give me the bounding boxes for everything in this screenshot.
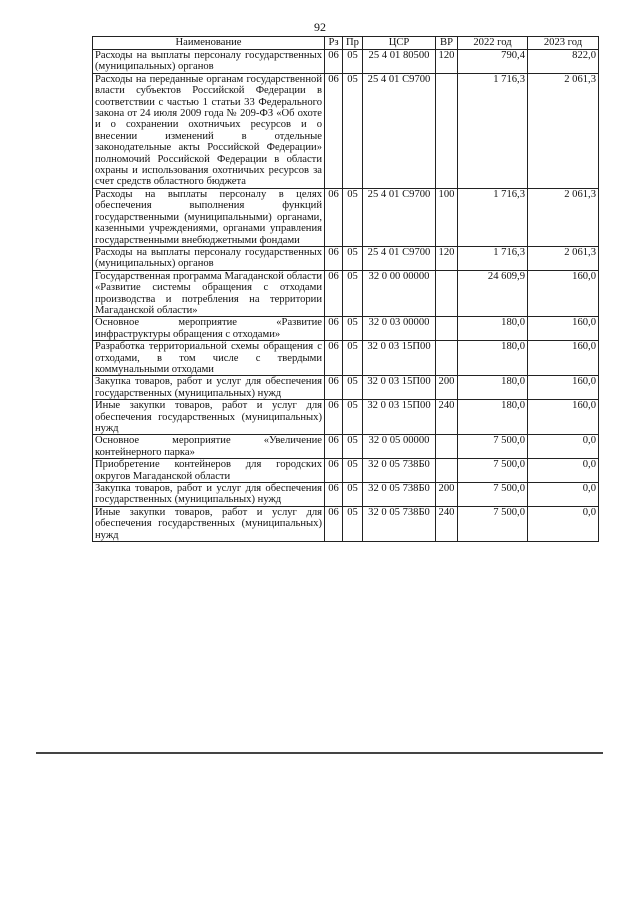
cell-y2022: 180,0	[458, 376, 528, 400]
cell-vr	[436, 317, 458, 341]
cell-pr: 05	[343, 459, 363, 483]
cell-y2023: 0,0	[528, 506, 599, 541]
cell-y2023: 2 061,3	[528, 188, 599, 246]
cell-y2022: 24 609,9	[458, 270, 528, 317]
table-row	[93, 506, 599, 541]
cell-name: Расходы на выплаты персоналу государственных (муниципальных) органов	[93, 50, 325, 74]
cell-y2023: 160,0	[528, 341, 599, 376]
bottom-rule	[36, 752, 603, 754]
cell-y2022: 180,0	[458, 400, 528, 435]
cell-pr: 05	[343, 376, 363, 400]
cell-y2023: 0,0	[528, 435, 599, 459]
cell-y2022: 1 716,3	[458, 246, 528, 270]
cell-y2022: 7 500,0	[458, 506, 528, 541]
table-row	[93, 435, 599, 459]
cell-pr: 05	[343, 246, 363, 270]
cell-csr: 25 4 01 С9700	[363, 73, 436, 188]
cell-csr: 32 0 05 00000	[363, 435, 436, 459]
cell-rz: 06	[325, 246, 343, 270]
cell-vr: 240	[436, 400, 458, 435]
cell-pr: 05	[343, 400, 363, 435]
cell-rz: 06	[325, 435, 343, 459]
table-row	[93, 188, 599, 246]
table-row	[93, 400, 599, 435]
cell-vr	[436, 270, 458, 317]
cell-rz: 06	[325, 376, 343, 400]
cell-csr: 32 0 03 15П00	[363, 341, 436, 376]
table-row	[93, 459, 599, 483]
cell-csr: 25 4 01 С9700	[363, 246, 436, 270]
table-row	[93, 483, 599, 507]
cell-rz: 06	[325, 341, 343, 376]
cell-vr	[436, 341, 458, 376]
cell-y2022: 1 716,3	[458, 188, 528, 246]
cell-y2022: 1 716,3	[458, 73, 528, 188]
cell-csr: 32 0 03 15П00	[363, 400, 436, 435]
table-row	[93, 270, 599, 317]
cell-pr: 05	[343, 50, 363, 74]
cell-name: Основное мероприятие «Развитие инфраструктуры обращения с отходами»	[93, 317, 325, 341]
cell-vr	[436, 435, 458, 459]
cell-name: Приобретение контейнеров для городских округов Магаданской области	[93, 459, 325, 483]
cell-vr: 240	[436, 506, 458, 541]
cell-vr: 100	[436, 188, 458, 246]
table-row	[93, 50, 599, 74]
cell-csr: 32 0 05 738Б0	[363, 506, 436, 541]
cell-csr: 32 0 05 738Б0	[363, 459, 436, 483]
cell-rz: 06	[325, 188, 343, 246]
cell-rz: 06	[325, 483, 343, 507]
header-csr: ЦСР	[363, 37, 436, 50]
cell-rz: 06	[325, 317, 343, 341]
cell-name: Расходы на выплаты персоналу в целях обеспечения выполнения функций государственными (муниципальными) органами, казенными учреждениями, органами управления государственными внебюджетными фондами	[93, 188, 325, 246]
header-vr: ВР	[436, 37, 458, 50]
cell-pr: 05	[343, 435, 363, 459]
cell-y2022: 180,0	[458, 317, 528, 341]
cell-csr: 32 0 00 00000	[363, 270, 436, 317]
cell-y2022: 7 500,0	[458, 483, 528, 507]
header-rz: Рз	[325, 37, 343, 50]
cell-vr	[436, 73, 458, 188]
cell-name: Разработка территориальной схемы обращения с отходами, в том числе с твердыми коммунальными отходами	[93, 341, 325, 376]
cell-pr: 05	[343, 73, 363, 188]
cell-rz: 06	[325, 270, 343, 317]
cell-rz: 06	[325, 459, 343, 483]
cell-y2023: 0,0	[528, 483, 599, 507]
cell-y2023: 160,0	[528, 376, 599, 400]
cell-y2023: 160,0	[528, 317, 599, 341]
cell-vr	[436, 459, 458, 483]
cell-rz: 06	[325, 50, 343, 74]
cell-csr: 32 0 03 00000	[363, 317, 436, 341]
table-row	[93, 376, 599, 400]
cell-y2022: 790,4	[458, 50, 528, 74]
table-row	[93, 317, 599, 341]
cell-name: Закупка товаров, работ и услуг для обеспечения государственных (муниципальных) нужд	[93, 483, 325, 507]
cell-pr: 05	[343, 188, 363, 246]
cell-pr: 05	[343, 341, 363, 376]
cell-y2023: 0,0	[528, 459, 599, 483]
table-row	[93, 246, 599, 270]
table-row	[93, 73, 599, 188]
cell-y2022: 7 500,0	[458, 435, 528, 459]
header-2022: 2022 год	[458, 37, 528, 50]
cell-pr: 05	[343, 483, 363, 507]
cell-vr: 120	[436, 50, 458, 74]
cell-name: Иные закупки товаров, работ и услуг для обеспечения государственных (муниципальных) нужд	[93, 506, 325, 541]
cell-y2023: 822,0	[528, 50, 599, 74]
header-2023: 2023 год	[528, 37, 599, 50]
cell-rz: 06	[325, 73, 343, 188]
cell-y2022: 180,0	[458, 341, 528, 376]
cell-y2022: 7 500,0	[458, 459, 528, 483]
cell-rz: 06	[325, 506, 343, 541]
cell-y2023: 2 061,3	[528, 73, 599, 188]
cell-csr: 32 0 05 738Б0	[363, 483, 436, 507]
cell-csr: 25 4 01 80500	[363, 50, 436, 74]
table-row	[93, 341, 599, 376]
cell-name: Иные закупки товаров, работ и услуг для обеспечения государственных (муниципальных) нужд	[93, 400, 325, 435]
header-pr: Пр	[343, 37, 363, 50]
cell-y2023: 160,0	[528, 270, 599, 317]
cell-csr: 25 4 01 С9700	[363, 188, 436, 246]
budget-table	[92, 36, 599, 542]
cell-name: Расходы на переданные органам государственной власти субъектов Российской Федерации в соответствии с частью 1 статьи 33 Федерального закона от 24 июля 2009 года № 209-ФЗ «Об охоте и о сохранении охотничьих ресурсов и о внесении изменений в отдельные законодательные акты Российской Федерации» полномочий Российской Федерации в области охраны и использования охотничьих ресурсов за счет средств областного бюджета	[93, 73, 325, 188]
cell-y2023: 2 061,3	[528, 246, 599, 270]
header-row	[93, 37, 599, 50]
cell-vr: 200	[436, 483, 458, 507]
cell-pr: 05	[343, 270, 363, 317]
cell-rz: 06	[325, 400, 343, 435]
cell-vr: 200	[436, 376, 458, 400]
cell-vr: 120	[436, 246, 458, 270]
cell-name: Расходы на выплаты персоналу государственных (муниципальных) органов	[93, 246, 325, 270]
cell-pr: 05	[343, 506, 363, 541]
header-name: Наименование	[93, 37, 325, 50]
cell-name: Государственная программа Магаданской области «Развитие системы обращения с отходами производства и потребления на территории Магаданской области»	[93, 270, 325, 317]
page-number: 92	[314, 20, 326, 34]
cell-y2023: 160,0	[528, 400, 599, 435]
cell-csr: 32 0 03 15П00	[363, 376, 436, 400]
cell-pr: 05	[343, 317, 363, 341]
cell-name: Закупка товаров, работ и услуг для обеспечения государственных (муниципальных) нужд	[93, 376, 325, 400]
cell-name: Основное мероприятие «Увеличение контейнерного парка»	[93, 435, 325, 459]
